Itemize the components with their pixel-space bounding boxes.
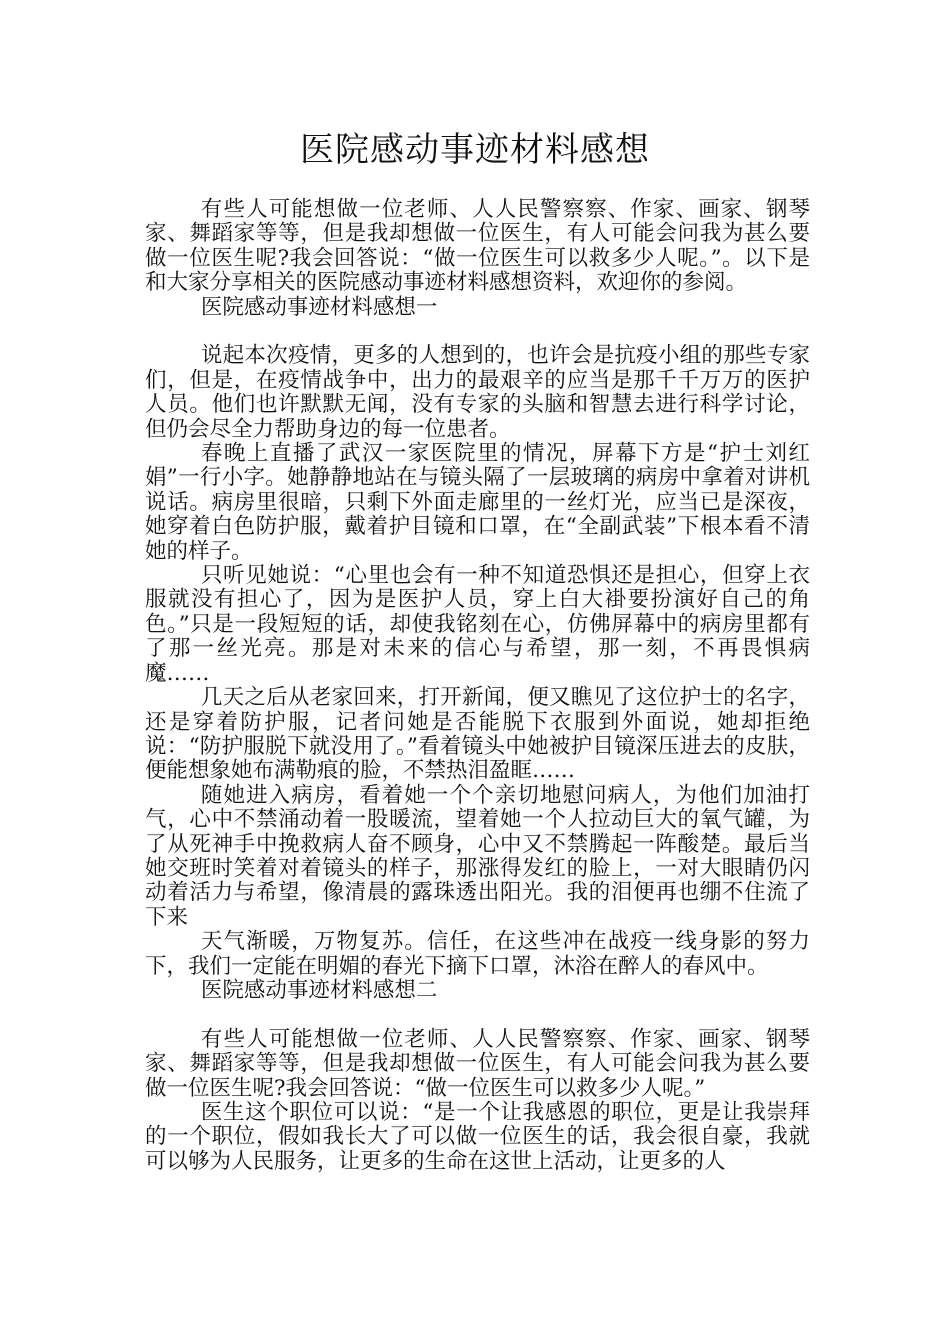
section-1-paragraph: 随她进入病房，看着她一个个亲切地慰问病人，为他们加油打气，心中不禁涌动着一股暖流，望着她一个人拉动巨大的氧气罐，为了从死神手中挽救病人奋不顾身，心中又不禁腾起一阵酸楚。最后当她交班时笑着对着镜头的样子，那涨得发红的脸上，一对大眼睛仍闪动着活力与希望，像清晨的露珠透出阳光。我的泪便再也绷不住流了下来 [145,782,810,930]
document-title: 医院感动事迹材料感想 [300,130,650,170]
section-1-heading: 医院感动事迹材料感想一 [200,294,438,320]
section-2-paragraph: 医生这个职位可以说：“是一个让我感恩的职位，更是让我崇拜的一个职位，假如我长大了可以做一位医生的话，我会很自豪，我就可以够为人民服务，让更多的生命在这世上活动，让更多的人 [145,1100,810,1174]
section-1-paragraph: 只听见她说：“心里也会有一种不知道恐惧还是担心，但穿上衣服就没有担心了，因为是医护人员，穿上白大褂要扮演好自己的角色。”只是一段短短的话，却使我铭刻在心，仿佛屏幕中的病房里都有了那一丝光亮。那是对未来的信心与希望，那一刻，不再畏惧病魔…… [145,563,810,686]
document-body [145,198,810,1174]
section-1-paragraph: 春晚上直播了武汉一家医院里的情况，屏幕下方是“护士刘红娟”一行小字。她静静地站在与镜头隔了一层玻璃的病房中拿着对讲机说话。病房里很暗，只剩下外面走廊里的一丝灯光，应当已是深夜，她穿着白色防护服，戴着护目镜和口罩，在“全副武装”下根本看不清她的样子。 [145,441,810,564]
blank-line [145,320,810,344]
blank-line [145,1003,810,1027]
section-1-paragraph: 几天之后从老家回来，打开新闻，便又瞧见了这位护士的名字，还是穿着防护服，记者问她是否能脱下衣服到外面说，她却拒绝说：“防护服脱下就没用了。”看着镜头中她被护目镜深压进去的皮肤，便能想象她布满勒痕的脸，不禁热泪盈眶…… [145,685,810,784]
section-1-paragraph: 天气渐暖，万物复苏。信任，在这些冲在战疫一线身影的努力下，我们一定能在明媚的春光下摘下口罩，沐浴在醉人的春风中。 [145,929,810,979]
section-1-paragraph: 说起本次疫情，更多的人想到的，也许会是抗疫小组的那些专家们，但是，在疫情战争中，出力的最艰辛的应当是那千千万万的医护人员。他们也许默默无闻，没有专家的头脑和智慧去进行科学讨论，但仍会尽全力帮助身边的每一位患者。 [145,343,810,442]
intro-paragraph: 有些人可能想做一位老师、人人民警察察、作家、画家、钢琴家、舞蹈家等等，但是我却想做一位医生，有人可能会问我为甚么要做一位医生呢?我会回答说：“做一位医生可以救多少人呢。”。以下是和大家分享相关的医院感动事迹材料感想资料，欢迎你的参阅。 [145,197,810,296]
section-2-paragraph: 有些人可能想做一位老师、人人民警察察、作家、画家、钢琴家、舞蹈家等等，但是我却想做一位医生，有人可能会问我为甚么要做一位医生呢?我会回答说：“做一位医生可以救多少人呢。” [145,1026,810,1101]
section-2-heading: 医院感动事迹材料感想二 [200,977,438,1003]
